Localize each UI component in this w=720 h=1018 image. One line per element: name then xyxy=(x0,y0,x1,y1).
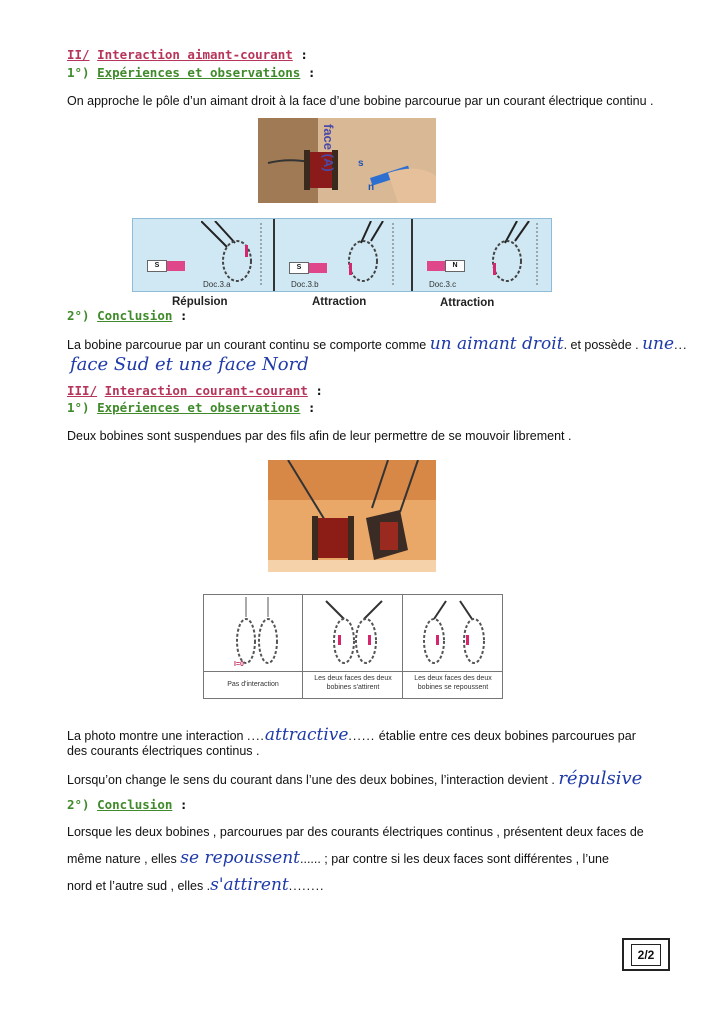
observation-text: La photo montre une interaction xyxy=(67,729,244,743)
suspended-coil xyxy=(331,221,405,287)
conclusion-text: . et possède . xyxy=(563,338,639,352)
coil-interaction-table xyxy=(203,594,503,699)
handwritten-answer: un aimant droit xyxy=(429,334,564,354)
diagram-b xyxy=(275,219,411,291)
handwritten-answer-line xyxy=(70,354,309,375)
subsection-number: 1°) xyxy=(67,400,90,415)
magnet xyxy=(289,263,327,273)
section-title: Interaction courant-courant xyxy=(104,383,308,398)
result-label: Attraction xyxy=(312,296,367,308)
section-number: III/ xyxy=(67,383,98,398)
coils-attract xyxy=(316,597,392,671)
colon: : xyxy=(307,400,316,415)
dotted-fill: ... xyxy=(674,338,688,352)
photo-illustration xyxy=(268,460,436,572)
page-number: 2/2 xyxy=(631,944,662,966)
magnet-north xyxy=(167,261,185,271)
divider xyxy=(204,671,502,672)
table-caption: Les deux faces des deux bobines s'attirent xyxy=(314,675,392,691)
colon: : xyxy=(315,383,323,398)
subsection-title: Expériences et observations xyxy=(97,65,301,80)
conclusion-line: Lorsque les deux bobines , parcourues par des courants électriques continus , présentent deux faces de xyxy=(67,825,644,839)
subsection-number: 1°) xyxy=(67,65,90,80)
conclusion-text: même nature , elles xyxy=(67,852,177,866)
doc-caption: Doc.3.c xyxy=(429,280,457,289)
colon: : xyxy=(307,65,316,80)
magnet-label-n: N xyxy=(445,260,465,272)
magnet-north xyxy=(427,261,445,271)
observation-text: établie entre ces deux bobines parcourues par xyxy=(378,729,636,743)
conclusion-heading xyxy=(67,797,187,812)
section-heading xyxy=(67,47,308,62)
colon: : xyxy=(300,47,308,62)
handwritten-answer: se repoussent xyxy=(180,848,300,868)
divider xyxy=(302,595,303,698)
magnet xyxy=(147,261,185,271)
table-caption: Les deux faces des deux bobines se repoussent xyxy=(414,675,492,691)
table-caption: Pas d'interaction xyxy=(227,681,279,688)
subsection-heading xyxy=(67,65,315,80)
colon: : xyxy=(179,797,188,812)
result-label: Attraction xyxy=(440,297,495,309)
magnet-south: S xyxy=(289,262,309,274)
conclusion-line xyxy=(67,336,688,354)
divider xyxy=(402,595,403,698)
intro-paragraph: On approche le pôle d’un aimant droit à la face d’une bobine parcourue par un courant électrique continu . xyxy=(67,94,654,108)
suspended-coil xyxy=(201,221,271,287)
magnet xyxy=(427,261,465,271)
conclusion-text: nord et l’autre sud , elles . xyxy=(67,879,211,893)
two-coils-photo xyxy=(268,460,436,572)
subsection-title: Conclusion xyxy=(97,797,173,812)
magnet-coil-diagrams xyxy=(132,218,552,292)
s-label: s xyxy=(358,158,364,169)
current-zero-label: I=0 xyxy=(234,661,244,668)
intro-paragraph: Deux bobines sont suspendues par des fils afin de leur permettre de se mouvoir librement . xyxy=(67,429,572,443)
diagram-a xyxy=(133,219,273,291)
dotted-fill: ........ xyxy=(288,879,325,893)
result-label: Répulsion xyxy=(172,296,228,308)
photo-illustration xyxy=(258,118,436,203)
magnet-south: S xyxy=(147,260,167,272)
conclusion-line xyxy=(67,850,609,868)
suspended-coil xyxy=(473,221,547,287)
conclusion-line xyxy=(67,877,325,895)
change-line xyxy=(67,770,642,789)
change-text: Lorsqu’on change le sens du courant dans l’une des deux bobines, l’interaction devient . xyxy=(67,773,555,787)
subsection-number: 2°) xyxy=(67,308,90,323)
subsection-heading xyxy=(67,400,315,415)
handwritten-answer: répulsive xyxy=(558,768,643,789)
handwritten-answer: une xyxy=(642,334,675,354)
subsection-number: 2°) xyxy=(67,797,90,812)
coils-repel xyxy=(416,597,492,671)
observation-line: La photo montre une interaction ....attractive...... établie entre ces deux bobines parcourues par xyxy=(67,725,636,745)
page-number-box xyxy=(622,938,670,971)
section-heading xyxy=(67,383,323,398)
handwritten-answer: s'attirent xyxy=(210,875,289,895)
doc-caption: Doc.3.b xyxy=(291,280,319,289)
subsection-title: Expériences et observations xyxy=(97,400,301,415)
colon: : xyxy=(179,308,188,323)
observation-line: des courants électriques continus . xyxy=(67,744,260,758)
section-number: II/ xyxy=(67,47,90,62)
conclusion-heading xyxy=(67,308,187,323)
subsection-title: Conclusion xyxy=(97,308,173,323)
handwritten-answer: face Sud et une face Nord xyxy=(70,354,309,375)
conclusion-text: La bobine parcourue par un courant continu se comporte comme xyxy=(67,338,427,352)
section-title: Interaction aimant-courant xyxy=(97,47,293,62)
doc-caption: Doc.3.a xyxy=(203,280,231,289)
conclusion-text: ...... ; par contre si les deux faces sont différentes , l’une xyxy=(300,852,609,866)
magnet-north xyxy=(309,263,327,273)
face-label: face (A) xyxy=(321,124,336,172)
magnet-coil-photo xyxy=(258,118,436,203)
n-label: n xyxy=(368,182,375,193)
handwritten-answer: attractive xyxy=(264,725,349,745)
diagram-c xyxy=(413,219,551,291)
coils-no-interaction xyxy=(224,597,284,671)
